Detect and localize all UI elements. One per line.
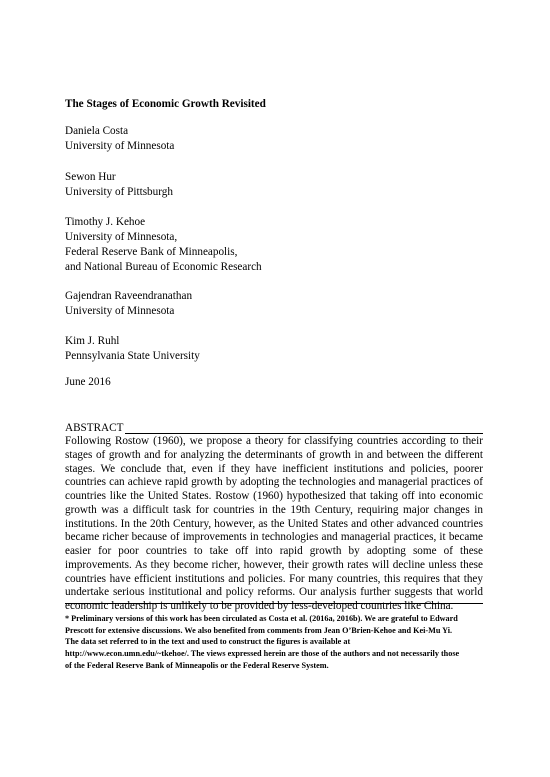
publication-date: June 2016	[65, 376, 111, 388]
author-block-3	[65, 215, 262, 275]
paper-title: The Stages of Economic Growth Revisited	[65, 98, 266, 110]
publication-date-block	[65, 375, 111, 390]
author-block-1	[65, 124, 174, 154]
author-affiliation: Federal Reserve Bank of Minneapolis,	[65, 246, 238, 258]
author-affiliation: Pennsylvania State University	[65, 350, 200, 362]
author-block-2	[65, 170, 173, 200]
author-affiliation: University of Pittsburgh	[65, 186, 173, 198]
author-block-5	[65, 334, 200, 364]
abstract-heading: ABSTRACT	[65, 422, 124, 434]
author-name: Timothy J. Kehoe	[65, 216, 146, 228]
footnote-divider	[65, 603, 483, 604]
footnote-line: * Preliminary versions of this work has been circulated as Costa et al. (2016a, 2016b). We are grateful to Edward	[65, 614, 458, 623]
footnote-line: of the Federal Reserve Bank of Minneapolis or the Federal Reserve System.	[65, 660, 329, 670]
footnote-line: Prescott for extensive discussions. We also benefited from comments from Jean O’Brien-Kehoe and Kei-Mu Yi.	[65, 625, 453, 635]
author-block-4	[65, 289, 192, 319]
footnote	[65, 613, 483, 672]
abstract-text: Following Rostow (1960), we propose a theory for classifying countries according to their stages of growth and for analyzing the determinants of growth in and between the different stages. We conclude that, even if they have inefficient institutions and policies, poorer countries can achieve rapid growth by adopting the technologies and managerial practices of countries like the United States. Rostow (1960) hypothesized that taking off into economic growth was a difficult task for countries in the 19th Century, requiring major changes in institutions. In the 20th Century, however, as the United States and other advanced countries became richer because of improvements in technologies and managerial practices, it became easier for poor countries to take off into rapid growth by adopting some of these improvements. As they become richer, however, their growth rates will decline unless these countries have efficient institutions and policies. For many countries, this requires that they undertake serious institutional and policy reforms. Our analysis further suggests that world economic leadership is unlikely to be provided by less-developed countries like China.	[65, 435, 483, 612]
author-affiliation: and National Bureau of Economic Research	[65, 261, 262, 273]
author-affiliation: University of Minnesota	[65, 140, 175, 152]
author-affiliation: University of Minnesota,	[65, 231, 178, 243]
abstract-heading-line	[65, 421, 483, 434]
footnote-line: http://www.econ.umn.edu/~tkehoe/. The views expressed herein are those of the authors and not necessarily those	[65, 649, 460, 659]
author-name: Sewon Hur	[65, 171, 116, 183]
footnote-line: The data set referred to in the text and used to construct the figures is available at	[65, 637, 351, 647]
author-affiliation: University of Minnesota	[65, 305, 175, 317]
author-name: Gajendran Raveendranathan	[65, 290, 193, 302]
author-name: Daniela Costa	[65, 125, 129, 137]
author-name: Kim J. Ruhl	[65, 335, 120, 347]
